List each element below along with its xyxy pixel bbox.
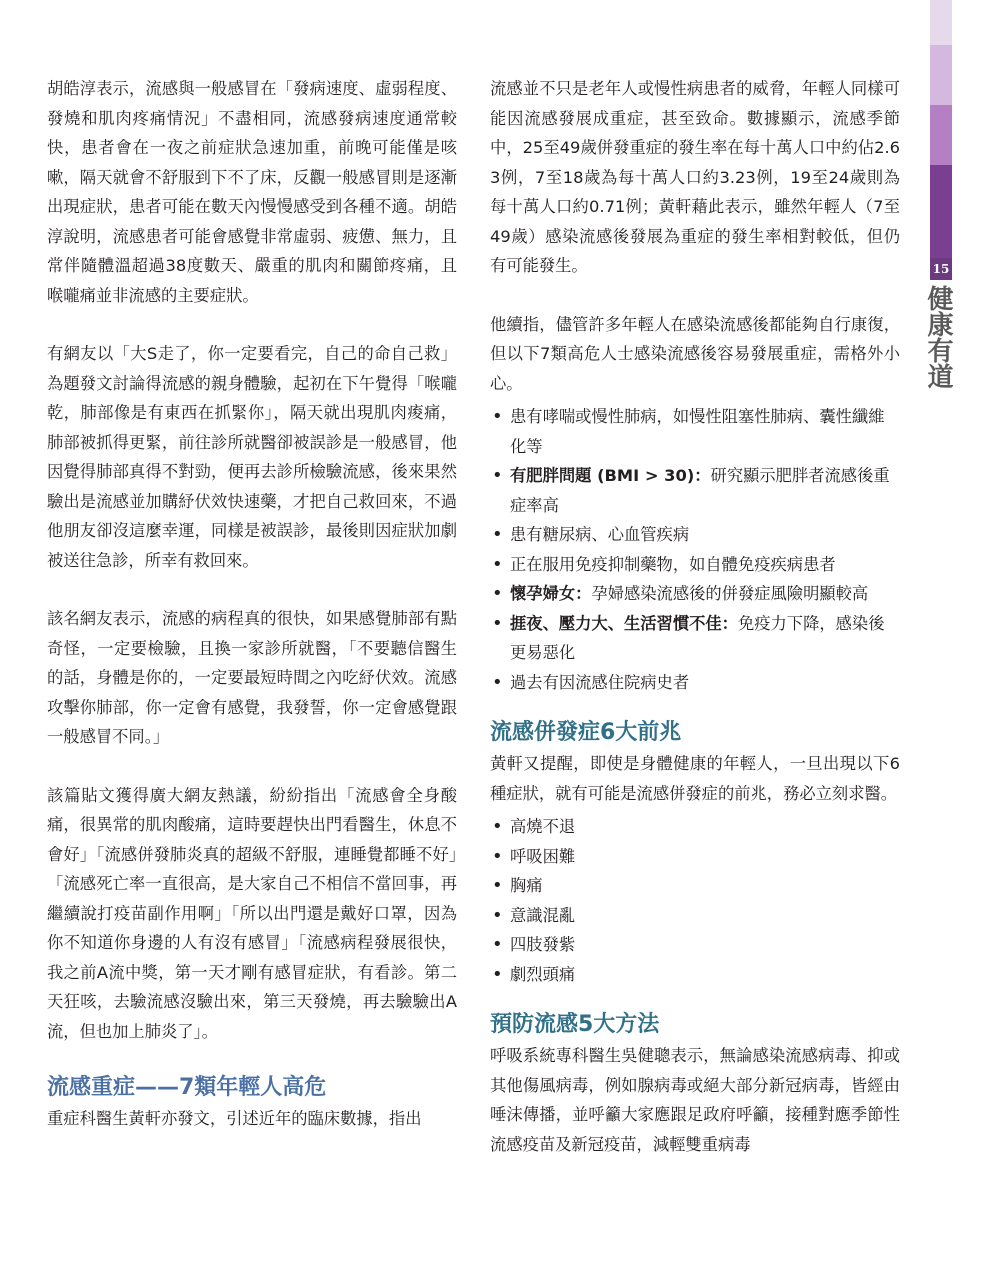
risk-group-list (490, 402, 900, 697)
list-item (490, 461, 900, 520)
right-paragraph-3: 黃軒又提醒，即使是身體健康的年輕人，一旦出現以下6種症狀，就有可能是流感併發症的前兆，務必立刻求醫。 (490, 754, 900, 803)
list-item (490, 402, 900, 461)
list-item: • 劇烈頭痛 (490, 960, 900, 990)
list-item (490, 668, 900, 698)
list-item-text: 過去有因流感住院病史者 (510, 672, 690, 692)
left-paragraph-2: 有網友以「大S走了，你一定要看完，自己的命自己救」為題發文討論得流感的親身體驗，起初在下午覺得「喉嚨乾，肺部像是有東西在抓緊你」，隔天就出現肌肉痠痛，肺部被抓得更緊，前往診所就醫卻被誤診是一般感冒，他因覺得肺部真得不對勁，便再去診所檢驗流感，後來果然驗出是流感並加購紓伏效快速藥，才把自己救回來，不過他朋友卻沒這麼幸運，同樣是被誤診，最後則因症狀加劇被送往急診，所幸有救回來。 (47, 344, 457, 570)
list-item-text: 患有哮喘或慢性肺病，如慢性阻塞性肺病、囊性纖維化等 (510, 407, 885, 456)
list-item (490, 520, 900, 550)
list-item-bold: 懷孕婦女： (510, 584, 592, 603)
left-paragraph-5: 重症科醫生黃軒亦發文，引述近年的臨床數據，指出 (47, 1109, 422, 1128)
section-title: 健康有道 (923, 285, 953, 389)
list-item-bold: 有肥胖問題 (BMI > 30)： (510, 466, 711, 485)
heading-seven-high-risk: 流感重症——7類年輕人高危 (47, 1075, 327, 1100)
list-item: • 四肢發紫 (490, 930, 900, 960)
side-bar-3 (930, 105, 952, 165)
right-paragraph-2: 他續指，儘管許多年輕人在感染流感後都能夠自行康復，但以下7類高危人士感染流感後容易發展重症，需格外小心。 (490, 314, 900, 393)
list-item-text: 研究顯示肥胖者流感後重症率高 (510, 466, 890, 515)
right-column (490, 74, 900, 1159)
side-bar-2 (930, 45, 952, 105)
left-column (47, 74, 457, 1134)
left-paragraph-3: 該名網友表示，流感的病程真的很快，如果感覺肺部有點奇怪，一定要檢驗，且換一家診所就醫，「不要聽信醫生的話，身體是你的，一定要最短時間之內吃紓伏效。流感攻擊你肺部，你一定會有感覺，我發誓，你一定會感覺跟一般感冒不同。」 (47, 609, 457, 746)
right-paragraph-4: 呼吸系統專科醫生吳健聰表示，無論感染流感病毒、抑或其他傷風病毒，例如腺病毒或絕大部分新冠病毒，皆經由唾沫傳播，並呼籲大家應跟足政府呼籲，接種對應季節性流感疫苗及新冠疫苗，減輕雙重病毒 (490, 1046, 900, 1154)
left-paragraph-1: 胡皓淳表示，流感與一般感冒在「發病速度、虛弱程度、發燒和肌肉疼痛情況」不盡相同，流感發病速度通常較快，患者會在一夜之前症狀急速加重，前晚可能僅是咳嗽，隔天就會不舒服到下不了床，反觀一般感冒則是逐漸出現症狀，患者可能在數天內慢慢感受到各種不適。胡皓淳說明，流感患者可能會感覺非常虛弱、疲憊、無力，且常伴隨體溫超過38度數天、嚴重的肌肉和關節疼痛，且喉嚨痛並非流感的主要症狀。 (47, 79, 457, 305)
list-item (490, 609, 900, 668)
side-bar-1 (930, 0, 952, 45)
left-paragraph-4: 該篇貼文獲得廣大網友熱議，紛紛指出「流感會全身酸痛，很異常的肌肉酸痛，這時要趕快出門看醫生，休息不會好」「流感併發肺炎真的超級不舒服，連睡覺都睡不好」「流感死亡率一直很高，是大家自己不相信不當回事，再繼續說打疫苗副作用啊」「所以出門還是戴好口罩，因為你不知道你身邊的人有沒有感冒」「流感病程發展很快，我之前A流中獎，第一天才剛有感冒症狀，有看診。第二天狂咳，去驗流感沒驗出來，第三天發燒，再去驗驗出A流，但也加上肺炎了」。 (47, 785, 457, 1041)
side-color-bars (930, 0, 952, 258)
list-item: • 意識混亂 (490, 901, 900, 931)
symptom-list (490, 812, 900, 989)
list-item: • 呼吸困難 (490, 842, 900, 872)
list-item (490, 579, 900, 609)
list-item-text: 正在服用免疫抑制藥物，如自體免疫疾病患者 (510, 554, 836, 574)
list-item-text: 孕婦感染流感後的併發症風險明顯較高 (591, 584, 869, 603)
side-bar-4 (930, 165, 952, 258)
list-item-text: 患有糖尿病、心血管疾病 (510, 525, 690, 544)
right-paragraph-1: 流感並不只是老年人或慢性病患者的威脅，年輕人同樣可能因流感發展成重症，甚至致命。數據顯示，流感季節中，25至49歲併發重症的發生率在每十萬人口中約佔2.63例，7至18歲為每十萬人口約3.23例，19至24歲則為每十萬人口約0.71例；黃軒藉此表示，雖然年輕人（7至49歲）感染流感後發展為重症的發生率相對較低，但仍有可能發生。 (490, 79, 900, 275)
page-number: 15 (930, 258, 952, 280)
heading-six-warning-signs: 流感併發症6大前兆 (490, 720, 682, 745)
list-item-text: 免疫力下降，感染後更易惡化 (510, 613, 885, 662)
list-item (490, 550, 900, 580)
list-item: • 胸痛 (490, 871, 900, 901)
list-item-bold: 捱夜、壓力大、生活習慣不佳： (510, 613, 738, 633)
heading-five-prevention-methods: 預防流感5大方法 (490, 1012, 660, 1037)
list-item: • 高燒不退 (490, 812, 900, 842)
